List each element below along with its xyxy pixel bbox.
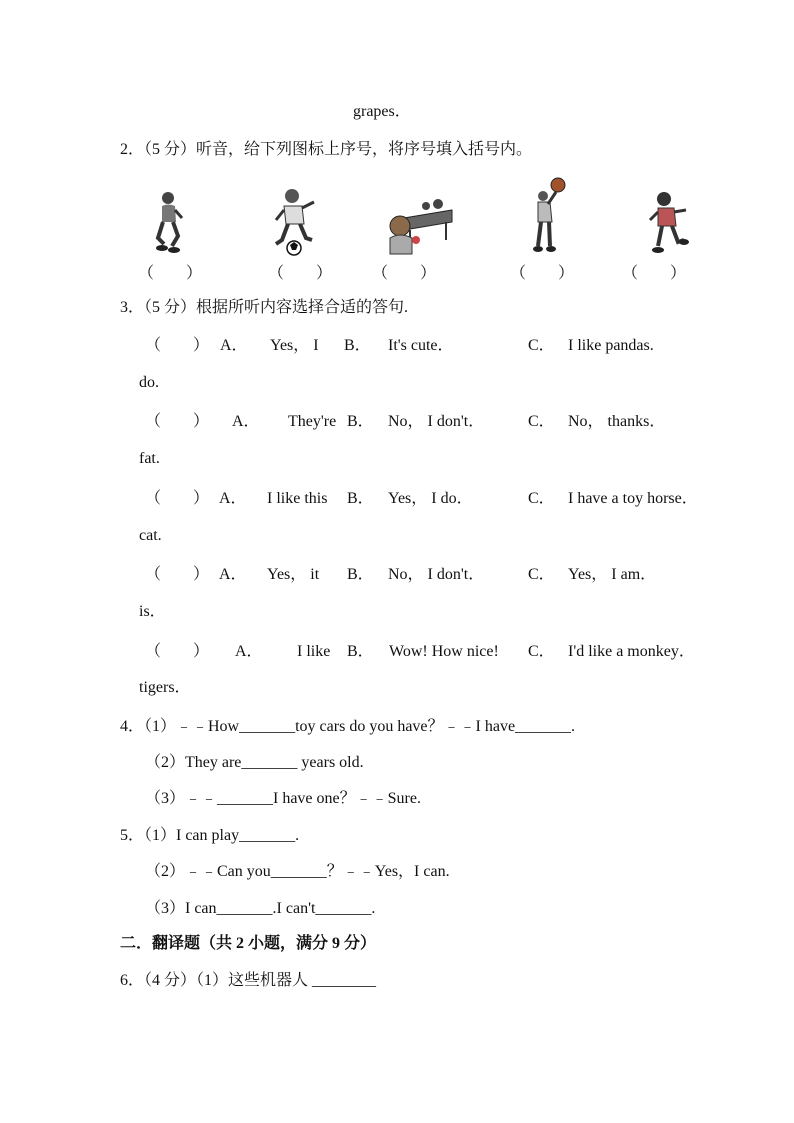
option-a-text: They're bbox=[288, 413, 337, 430]
option-a-label: A． bbox=[220, 337, 248, 354]
option-a-text: Yes， it bbox=[267, 566, 320, 583]
option-b-text: Yes， I do． bbox=[388, 490, 473, 507]
option-a-wrap: tigers． bbox=[139, 679, 191, 696]
option-c-label: C． bbox=[528, 643, 555, 660]
answer-paren[interactable]: （ ） bbox=[145, 566, 210, 583]
option-c-label: C． bbox=[528, 490, 555, 507]
option-b-label: B． bbox=[344, 337, 371, 354]
option-a-text: Yes， I bbox=[270, 337, 319, 354]
option-a-label: A． bbox=[232, 413, 260, 430]
q2-answer-blank-3[interactable]: （ ） bbox=[372, 265, 437, 282]
option-a-wrap: fat. bbox=[139, 450, 160, 467]
jumping-child-icon bbox=[148, 188, 188, 256]
option-a-wrap: is． bbox=[139, 603, 166, 620]
q2-answer-blank-4[interactable]: （ ） bbox=[510, 265, 575, 282]
answer-paren[interactable]: （ ） bbox=[145, 643, 210, 660]
answer-paren[interactable]: （ ） bbox=[145, 490, 210, 507]
option-a-label: A． bbox=[219, 566, 247, 583]
q5-line-2: （2）﹣﹣Can you_______？﹣﹣Yes，I can. bbox=[145, 863, 450, 880]
q6-line: 6．（4 分）（1）这些机器人 ________ bbox=[120, 972, 377, 989]
answer-paren[interactable]: （ ） bbox=[145, 337, 210, 354]
q2-answer-blank-2[interactable]: （ ） bbox=[268, 265, 333, 282]
q5-line-3: （3）I can_______.I can't_______. bbox=[145, 900, 376, 917]
option-a-label: A． bbox=[235, 643, 263, 660]
option-c-text: Yes， I am． bbox=[568, 566, 657, 583]
q2-heading: 2．（5 分）听音，给下列图标上序号，将序号填入括号内。 bbox=[120, 141, 533, 158]
continuation-text: grapes． bbox=[353, 103, 411, 120]
answer-paren[interactable]: （ ） bbox=[145, 413, 210, 430]
option-a-wrap: do. bbox=[139, 374, 159, 391]
option-a-wrap: cat. bbox=[139, 527, 162, 544]
option-c-label: C． bbox=[528, 337, 555, 354]
option-c-label: C． bbox=[528, 413, 555, 430]
option-c-text: I'd like a monkey． bbox=[568, 643, 695, 660]
option-b-text: No， I don't． bbox=[388, 566, 485, 583]
option-a-text: I like bbox=[297, 643, 331, 660]
q4-line-2: （2）They are_______ years old. bbox=[145, 754, 364, 771]
q5-line-1: 5．（1）I can play_______. bbox=[120, 827, 300, 844]
section-heading: 二．翻译题（共 2 小题，满分 9 分） bbox=[120, 935, 377, 952]
option-b-label: B． bbox=[347, 566, 374, 583]
q3-heading: 3．（5 分）根据所听内容选择合适的答句. bbox=[120, 299, 409, 316]
basketball-player-icon bbox=[530, 176, 570, 256]
skating-girl-icon bbox=[646, 190, 690, 256]
option-b-label: B． bbox=[347, 643, 374, 660]
ping-pong-players-icon bbox=[386, 196, 456, 256]
option-b-label: B． bbox=[347, 490, 374, 507]
option-c-text: I like pandas. bbox=[568, 337, 654, 354]
q2-answer-blank-5[interactable]: （ ） bbox=[622, 265, 687, 282]
q4-line-3: （3）﹣﹣_______I have one？﹣﹣Sure. bbox=[145, 790, 421, 807]
option-b-text: Wow! How nice! bbox=[389, 643, 499, 660]
option-b-text: It's cute． bbox=[388, 337, 454, 354]
q2-answer-blank-1[interactable]: （ ） bbox=[138, 265, 203, 282]
option-c-label: C． bbox=[528, 566, 555, 583]
option-a-label: A． bbox=[219, 490, 247, 507]
option-b-label: B． bbox=[347, 413, 374, 430]
q4-line-1: 4．（1）﹣﹣How_______toy cars do you have？﹣﹣I have_______. bbox=[120, 718, 576, 735]
option-b-text: No， I don't． bbox=[388, 413, 485, 430]
option-c-text: No， thanks． bbox=[568, 413, 666, 430]
option-c-text: I have a toy horse． bbox=[568, 490, 698, 507]
football-player-icon bbox=[268, 186, 322, 256]
option-a-text: I like this bbox=[267, 490, 328, 507]
